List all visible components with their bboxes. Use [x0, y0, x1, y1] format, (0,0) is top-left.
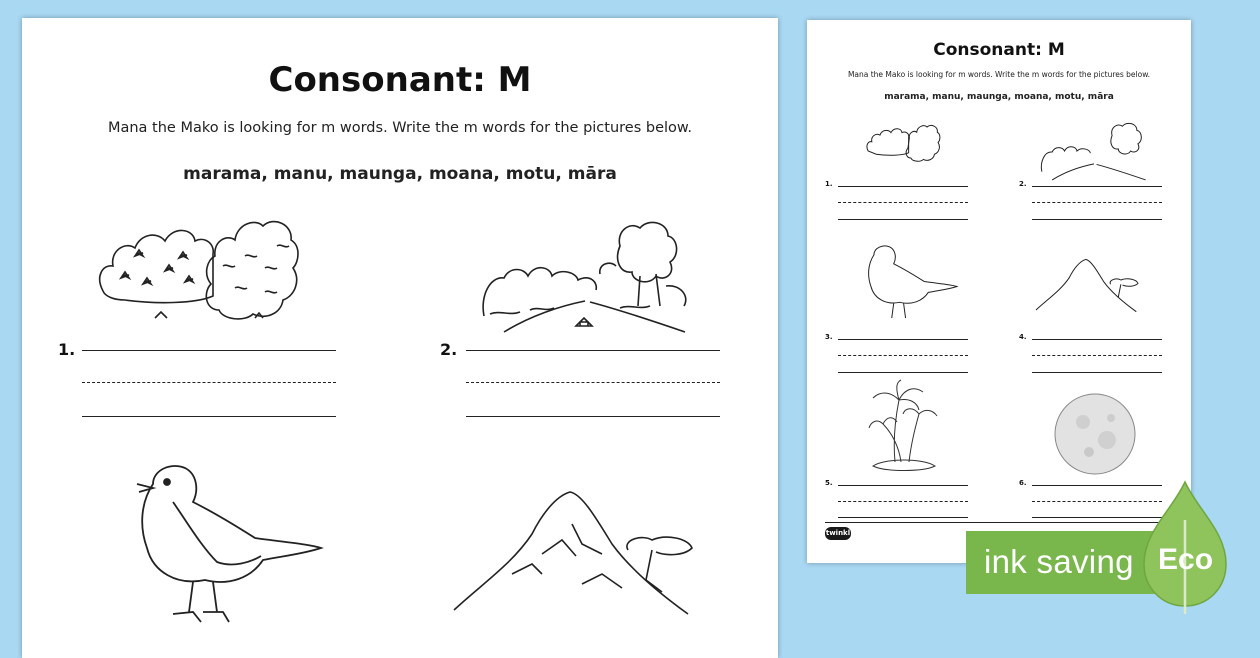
page-title: Consonant: M [268, 60, 532, 100]
preview-dashed-line [838, 202, 968, 203]
preview-writing-line [838, 186, 968, 187]
eco-badge-text: Eco [1158, 543, 1214, 576]
writing-line [466, 350, 720, 351]
writing-line [82, 416, 336, 417]
ink-saving-label: ink saving [984, 543, 1134, 580]
preview-writing-line [1032, 219, 1162, 220]
writing-dashed-line [82, 382, 336, 383]
preview-instructions: Mana the Mako is looking for m words. Write the m words for the pictures below. [847, 70, 1151, 79]
item-number: 2. [440, 340, 458, 359]
writing-dashed-line [466, 382, 720, 383]
preview-item-number: 5. [825, 479, 833, 487]
preview-path-picture [1039, 120, 1149, 182]
preview-item-number: 2. [1019, 180, 1027, 188]
preview-item-number: 4. [1019, 333, 1027, 341]
preview-writing-line [838, 372, 968, 373]
item-number: 1. [58, 340, 76, 359]
preview-bush-picture [847, 116, 957, 162]
preview-writing-line [1032, 186, 1162, 187]
preview-robin-picture [861, 244, 961, 328]
preview-item-number: 6. [1019, 479, 1027, 487]
preview-writing-line [838, 517, 968, 518]
writing-line [466, 416, 720, 417]
robin-picture [133, 462, 323, 632]
preview-dashed-line [1032, 202, 1162, 203]
path-picture [480, 216, 690, 336]
preview-dashed-line [838, 355, 968, 356]
preview-mountain-picture [1027, 256, 1159, 316]
preview-writing-line [838, 485, 968, 486]
mountain-picture [452, 484, 722, 624]
preview-dashed-line [1032, 355, 1162, 356]
writing-line [82, 350, 336, 351]
preview-writing-line [1032, 372, 1162, 373]
instructions-text: Mana the Mako is looking for m words. Write the m words for the pictures below. [107, 120, 693, 136]
worksheet-page-large [22, 18, 778, 658]
word-list: marama, manu, maunga, moana, motu, māra [183, 164, 617, 184]
preview-island-picture [869, 380, 939, 472]
preview-title: Consonant: M [933, 40, 1065, 60]
preview-footer-line [825, 522, 1171, 523]
worksheet-page-preview [807, 20, 1191, 563]
preview-item-number: 1. [825, 180, 833, 188]
preview-item-number: 3. [825, 333, 833, 341]
preview-moon-picture [1053, 392, 1137, 476]
bush-picture [95, 196, 295, 321]
brand-logo: twinkl [825, 527, 851, 540]
preview-writing-line [1032, 339, 1162, 340]
preview-word-list: marama, manu, maunga, moana, motu, māra [884, 92, 1114, 102]
preview-writing-line [838, 339, 968, 340]
preview-writing-line [838, 219, 968, 220]
preview-dashed-line [838, 501, 968, 502]
